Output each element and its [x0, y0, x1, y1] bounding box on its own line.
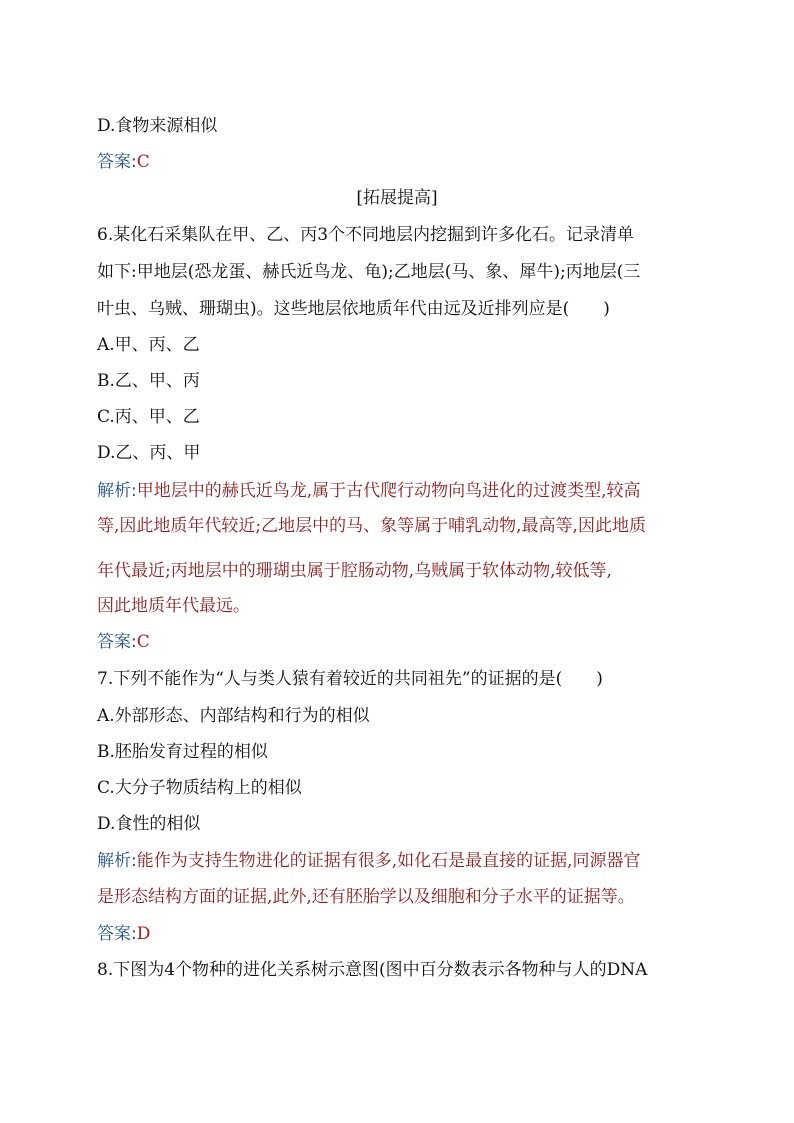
q7-option-b: B.胚胎发育过程的相似 — [97, 742, 268, 762]
q8-stem: 8.下图为4个物种的进化关系树示意图(图中百分数表示各物种与人的DNA — [97, 960, 648, 980]
q6-explanation-line-1 — [97, 481, 641, 501]
q6-explanation-line-4: 因此地质年代最远。 — [97, 596, 250, 616]
q6-stem-line-2: 如下:甲地层(恐龙蛋、赫氏近鸟龙、龟);乙地层(马、象、犀牛);丙地层(三 — [97, 262, 641, 282]
answer-value: C — [136, 152, 150, 172]
q5-answer — [97, 152, 150, 172]
q7-explanation-line-1 — [97, 851, 641, 871]
q6-answer — [97, 632, 150, 652]
answer-label: 答案 — [97, 924, 131, 944]
explanation-text: 能作为支持生物进化的证据有很多,如化石是最直接的证据,同源器官 — [136, 851, 641, 871]
q6-option-d: D.乙、丙、甲 — [97, 443, 201, 463]
q6-stem-line-1: 6.某化石采集队在甲、乙、丙3个不同地层内挖掘到许多化石。记录清单 — [97, 225, 635, 245]
answer-separator: : — [131, 924, 137, 944]
section-title: [拓展提高] — [356, 188, 438, 208]
q7-option-a: A.外部形态、内部结构和行为的相似 — [97, 706, 370, 726]
q7-option-d: D.食性的相似 — [97, 814, 201, 834]
q7-explanation-line-2: 是形态结构方面的证据,此外,还有胚胎学以及细胞和分子水平的证据等。 — [97, 887, 635, 907]
explanation-separator: : — [131, 851, 137, 871]
answer-label: 答案 — [97, 632, 131, 652]
answer-value: D — [136, 924, 151, 944]
explanation-separator: : — [131, 481, 137, 501]
q6-explanation-line-2: 等,因此地质年代较近;乙地层中的马、象等属于哺乳动物,最高等,因此地质 — [97, 516, 646, 536]
q7-option-c: C.大分子物质结构上的相似 — [97, 778, 302, 798]
explanation-label: 解析 — [97, 481, 131, 501]
q7-answer — [97, 924, 150, 944]
q6-explanation-line-3: 年代最近;丙地层中的珊瑚虫属于腔肠动物,乌贼属于软体动物,较低等, — [97, 561, 612, 581]
answer-separator: : — [131, 632, 137, 652]
answer-separator: : — [131, 152, 137, 172]
q6-option-c: C.丙、甲、乙 — [97, 407, 200, 427]
q6-option-b: B.乙、甲、丙 — [97, 371, 200, 391]
q5-option-d: D.食物来源相似 — [97, 116, 218, 136]
q6-stem-line-3: 叶虫、乌贼、珊瑚虫)。这些地层依地质年代由远及近排列应是( ) — [97, 299, 610, 319]
answer-label: 答案 — [97, 152, 131, 172]
explanation-text: 甲地层中的赫氏近鸟龙,属于古代爬行动物向鸟进化的过渡类型,较高 — [136, 481, 641, 501]
answer-value: C — [136, 632, 150, 652]
explanation-label: 解析 — [97, 851, 131, 871]
q6-option-a: A.甲、丙、乙 — [97, 335, 200, 355]
q7-stem: 7.下列不能作为“人与类人猿有着较近的共同祖先”的证据的是( ) — [97, 669, 603, 689]
